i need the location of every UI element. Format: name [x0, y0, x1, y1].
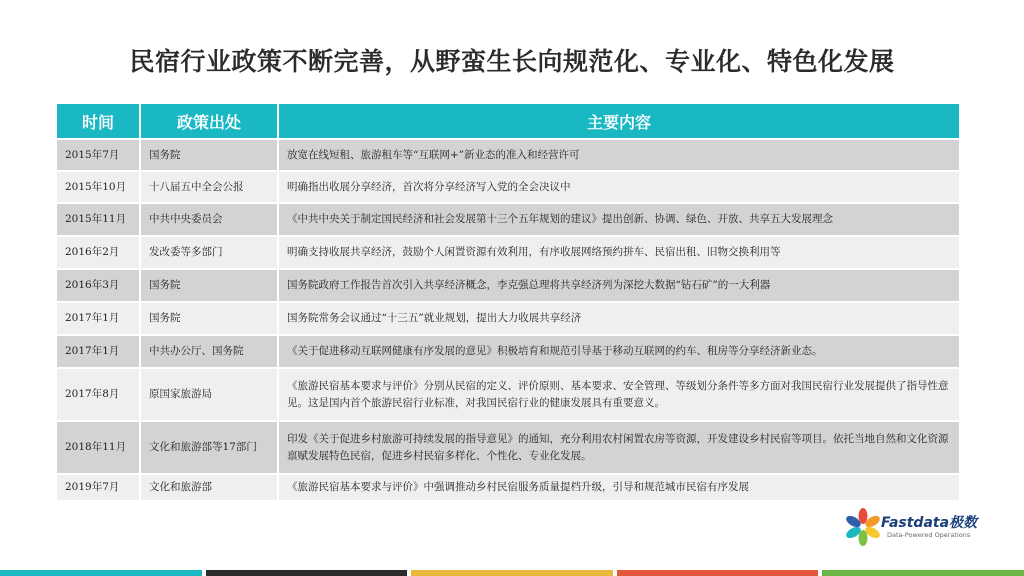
- cell-time: 2017年8月: [57, 367, 141, 420]
- cell-content: 《关于促进移动互联网健康有序发展的意见》积极培育和规范引导基于移动互联网的约车、租房等分享经济新业态。: [279, 334, 959, 367]
- page-title: 民宿行业政策不断完善，从野蛮生长向规范化、专业化、特色化发展: [129, 47, 895, 76]
- pinwheel-icon: [843, 507, 883, 547]
- header-time: 时间: [57, 104, 141, 138]
- table-row: [57, 367, 959, 420]
- table-row: [57, 334, 959, 367]
- bar-segment: [617, 570, 819, 576]
- header-source: 政策出处: [141, 104, 279, 138]
- cell-time: 2018年11月: [57, 420, 141, 473]
- cell-content: 国务院常务会议通过“十三五”就业规划，提出大力收展共享经济: [279, 301, 959, 334]
- cell-content: 印发《关于促进乡村旅游可持续发展的指导意见》的通知，充分利用农村闲置农房等资源，开发建设乡村民宿等项目。依托当地自然和文化资源禀赋发展特色民宿，促进乡村民宿多样化、个性化、专业化发展。: [279, 420, 959, 473]
- table-row: [57, 138, 959, 170]
- cell-source: 十八届五中全会公报: [141, 170, 279, 202]
- table-row: [57, 301, 959, 334]
- header-content: 主要内容: [279, 104, 959, 138]
- cell-source: 中共办公厅、国务院: [141, 334, 279, 367]
- logo-tagline: Data-Powered Operations: [887, 531, 971, 539]
- cell-time: 2017年1月: [57, 301, 141, 334]
- bar-segment: [206, 570, 408, 576]
- cell-content: 《旅游民宿基本要求与评价》中强调推动乡村民宿服务质量提档升级，引导和规范城市民宿有序发展: [279, 473, 959, 500]
- table-row: [57, 268, 959, 301]
- cell-time: 2015年11月: [57, 202, 141, 235]
- cell-source: 中共中央委员会: [141, 202, 279, 235]
- cell-content: 明确指出收展分享经济，首次将分享经济写入党的全会决议中: [279, 170, 959, 202]
- table-row: [57, 170, 959, 202]
- cell-content: 《旅游民宿基本要求与评价》分别从民宿的定义、评价原则、基本要求、安全管理、等级划分条件等多方面对我国民宿行业发展提供了指导性意见。这是国内首个旅游民宿行业标准，对我国民宿行业的健康发展具有重要意义。: [279, 367, 959, 420]
- table-row: [57, 473, 959, 500]
- bottom-color-bar: [0, 570, 1024, 576]
- logo-name: Fastdata极数: [881, 515, 978, 531]
- table-header-row: [57, 104, 959, 138]
- cell-time: 2016年2月: [57, 235, 141, 268]
- cell-time: 2015年10月: [57, 170, 141, 202]
- cell-time: 2015年7月: [57, 138, 141, 170]
- cell-source: 国务院: [141, 268, 279, 301]
- cell-source: 文化和旅游部等17部门: [141, 420, 279, 473]
- cell-source: 国务院: [141, 301, 279, 334]
- cell-source: 文化和旅游部: [141, 473, 279, 500]
- table-row: [57, 202, 959, 235]
- bar-segment: [822, 570, 1024, 576]
- table-row: [57, 420, 959, 473]
- cell-content: 《中共中央关于制定国民经济和社会发展第十三个五年规划的建议》提出创新、协调、绿色、开放、共享五大发展理念: [279, 202, 959, 235]
- cell-source: 原国家旅游局: [141, 367, 279, 420]
- cell-source: 国务院: [141, 138, 279, 170]
- cell-time: 2016年3月: [57, 268, 141, 301]
- cell-content: 国务院政府工作报告首次引入共享经济概念，李克强总理将共享经济列为深挖大数据“钻石矿”的一大利器: [279, 268, 959, 301]
- policy-table: [57, 104, 959, 500]
- cell-content: 放宽在线短租、旅游租车等“互联网+”新业态的准入和经营许可: [279, 138, 959, 170]
- cell-time: 2017年1月: [57, 334, 141, 367]
- table-row: [57, 235, 959, 268]
- cell-time: 2019年7月: [57, 473, 141, 500]
- fastdata-logo: [843, 505, 993, 549]
- bar-segment: [0, 570, 202, 576]
- cell-content: 明确支持收展共享经济，鼓励个人闲置资源有效利用，有序收展网络预约拼车、民宿出租、旧物交换利用等: [279, 235, 959, 268]
- cell-source: 发改委等多部门: [141, 235, 279, 268]
- bar-segment: [411, 570, 613, 576]
